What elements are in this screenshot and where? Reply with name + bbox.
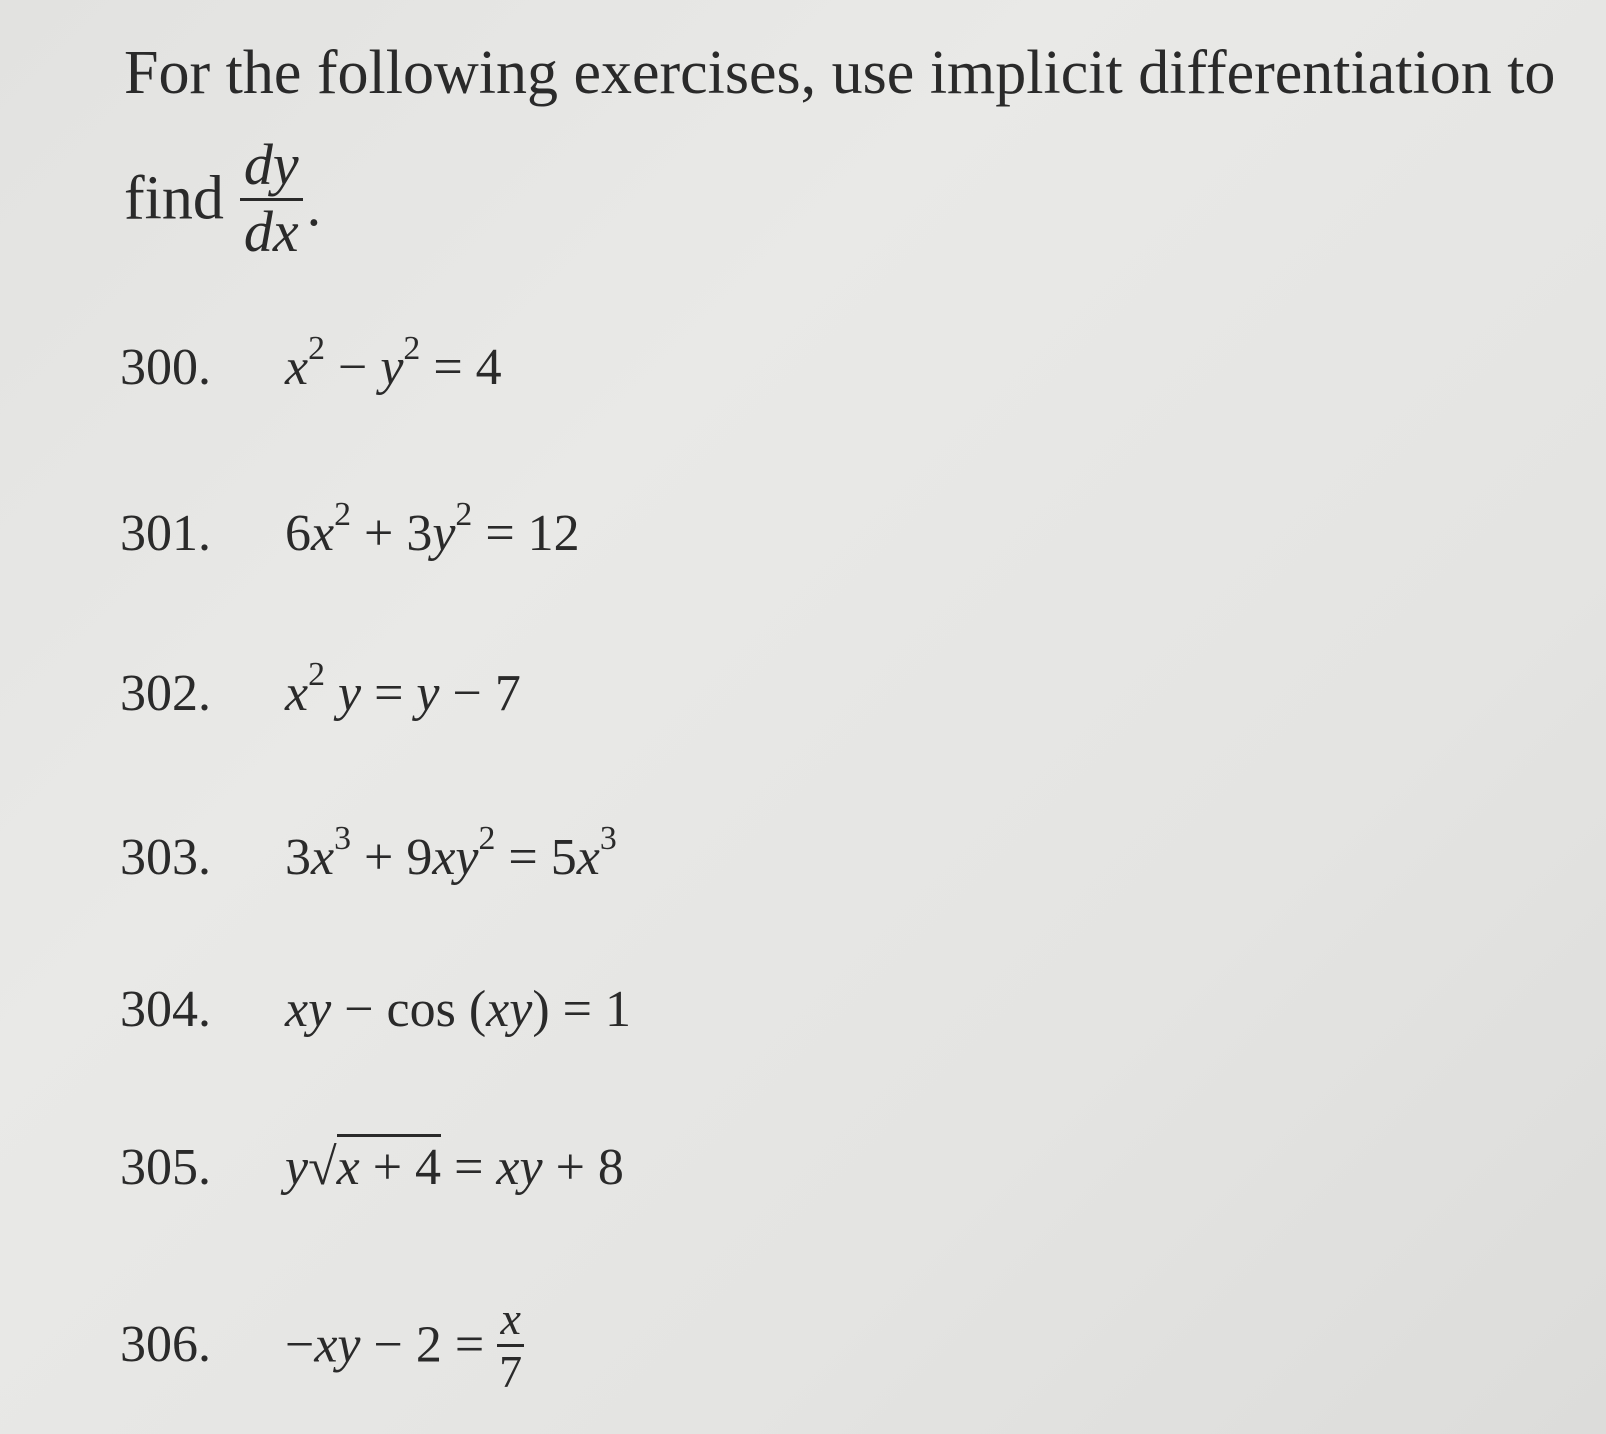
find-word: find	[124, 164, 224, 233]
exercise-number: 306.	[120, 1316, 211, 1374]
exercise-number: 303.	[120, 829, 211, 886]
exercise-equation: xy − cos (xy) = 1	[285, 981, 631, 1038]
fraction-numerator: dy	[240, 136, 303, 201]
exercise-301	[120, 495, 580, 562]
exercise-number: 302.	[120, 665, 211, 722]
exercise-number: 304.	[120, 981, 211, 1038]
exercise-number: 301.	[120, 505, 211, 562]
exercise-equation: $x^2$ y = y − 7	[285, 655, 521, 722]
exercise-equation: −xy − 2 = $\frac{x}{7}$	[285, 1293, 523, 1397]
exercise-300	[120, 329, 502, 396]
exercise-number: 305.	[120, 1139, 211, 1196]
square-root: √x + 4	[308, 1142, 441, 1194]
exercise-equation: $3x^3 + 9xy^2 = 5x^3$	[285, 819, 617, 886]
exercise-equation: y√x + 4 = xy + 8	[285, 1142, 624, 1194]
fraction: $\frac{x}{7}$	[499, 1293, 523, 1397]
exercise-305	[120, 1139, 624, 1196]
sentence-period: .	[306, 172, 322, 238]
fraction-denominator: dx	[243, 199, 299, 264]
exercise-equation: $6x^2 + 3y^2 = 12$	[285, 495, 580, 562]
instructions-line-2	[124, 132, 322, 267]
exercise-302	[120, 655, 521, 722]
exercise-304	[120, 981, 631, 1038]
dy-dx-fraction	[240, 132, 303, 264]
instructions-line-1: For the following exercises, use implicit differentiation to	[124, 39, 1556, 107]
exercise-303	[120, 819, 617, 886]
exercise-306	[120, 1293, 524, 1399]
exercise-equation: $x^2 - y^2 = 4$	[285, 329, 502, 396]
exercise-number: 300.	[120, 339, 211, 396]
